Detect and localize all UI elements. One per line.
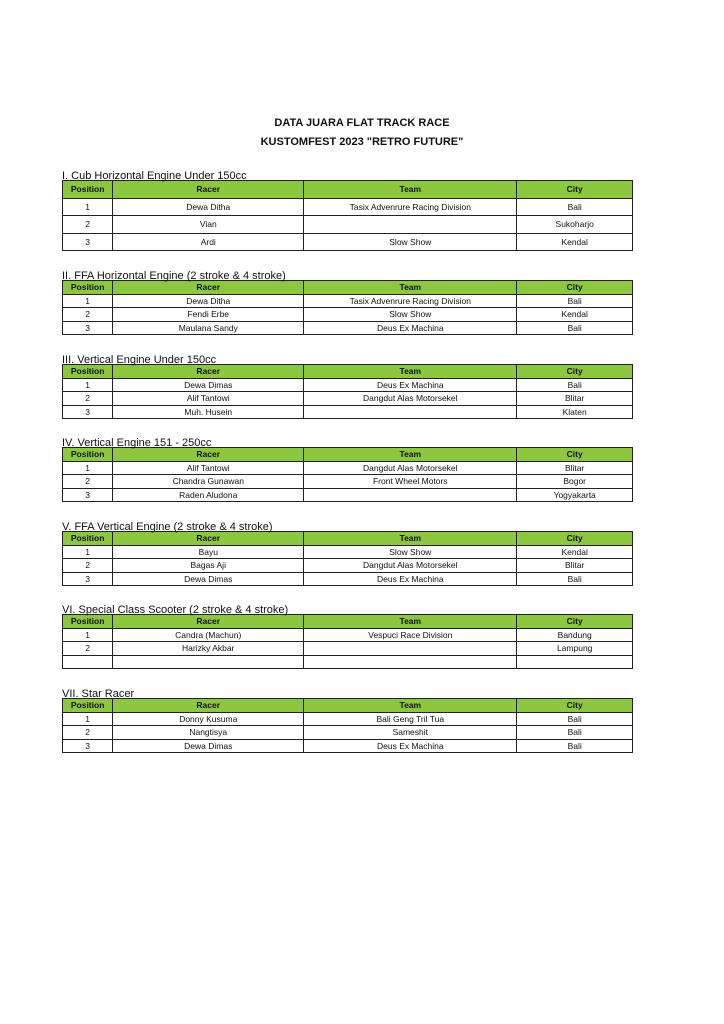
table-cell: Alif Tantowi bbox=[113, 392, 304, 406]
table-row bbox=[63, 642, 633, 656]
table-row bbox=[63, 216, 633, 234]
table-cell: 3 bbox=[63, 488, 113, 502]
column-header: Racer bbox=[113, 615, 304, 629]
table-cell: Harizky Akbar bbox=[113, 642, 304, 656]
table-row bbox=[63, 294, 633, 308]
section-title: II. FFA Horizontal Engine (2 stroke & 4 stroke) bbox=[62, 270, 286, 282]
table-cell: Bali Geng Tril Tua bbox=[304, 712, 517, 726]
table-cell: Bali bbox=[517, 198, 633, 216]
table-row bbox=[63, 545, 633, 559]
table-cell: Sameshit bbox=[304, 726, 517, 740]
table-cell: Bali bbox=[517, 378, 633, 392]
table-row bbox=[63, 475, 633, 489]
table-cell: Dewa Ditha bbox=[113, 198, 304, 216]
document-title: DATA JUARA FLAT TRACK RACE bbox=[274, 117, 450, 129]
table-row bbox=[63, 572, 633, 586]
table-cell: 3 bbox=[63, 739, 113, 753]
results-section bbox=[62, 521, 633, 586]
table-cell: Yogyakarta bbox=[517, 488, 633, 502]
table-cell: Bali bbox=[517, 321, 633, 335]
column-header: City bbox=[517, 532, 633, 546]
section-title: VII. Star Racer bbox=[62, 688, 135, 700]
table-cell: Donny Kusuma bbox=[113, 712, 304, 726]
table-cell: 2 bbox=[63, 475, 113, 489]
table-header-row bbox=[63, 532, 633, 546]
table-cell: Deus Ex Machina bbox=[304, 739, 517, 753]
table-cell bbox=[304, 405, 517, 419]
results-table bbox=[62, 364, 633, 419]
document-subtitle: KUSTOMFEST 2023 "RETRO FUTURE" bbox=[260, 136, 464, 148]
table-cell: 3 bbox=[63, 405, 113, 419]
table-cell: 1 bbox=[63, 294, 113, 308]
table-row bbox=[63, 378, 633, 392]
table-cell: Dewa Dimas bbox=[113, 378, 304, 392]
table-cell bbox=[304, 216, 517, 234]
table-cell: 2 bbox=[63, 559, 113, 573]
column-header: Racer bbox=[113, 448, 304, 462]
table-cell: Dangdut Alas Motorsekel bbox=[304, 392, 517, 406]
column-header: Position bbox=[63, 615, 113, 629]
column-header: Racer bbox=[113, 181, 304, 199]
table-cell bbox=[517, 655, 633, 669]
table-row bbox=[63, 559, 633, 573]
column-header: Team bbox=[304, 448, 517, 462]
section-title: V. FFA Vertical Engine (2 stroke & 4 stroke) bbox=[62, 521, 273, 533]
table-cell: Tasix Advenrure Racing Division bbox=[304, 198, 517, 216]
table-cell: Kendal bbox=[517, 545, 633, 559]
table-cell: Nangtisya bbox=[113, 726, 304, 740]
results-section bbox=[62, 604, 633, 669]
table-cell: Klaten bbox=[517, 405, 633, 419]
table-cell: Maulana Sandy bbox=[113, 321, 304, 335]
table-cell: Bali bbox=[517, 712, 633, 726]
table-cell: Blitar bbox=[517, 392, 633, 406]
table-cell: Ardi bbox=[113, 233, 304, 251]
table-cell: Lampung bbox=[517, 642, 633, 656]
table-row bbox=[63, 405, 633, 419]
results-table bbox=[62, 531, 633, 586]
table-cell: Kendal bbox=[517, 233, 633, 251]
column-header: City bbox=[517, 181, 633, 199]
table-header-row bbox=[63, 699, 633, 713]
table-header-row bbox=[63, 448, 633, 462]
table-cell: 3 bbox=[63, 233, 113, 251]
column-header: Team bbox=[304, 181, 517, 199]
section-title: IV. Vertical Engine 151 - 250cc bbox=[62, 437, 212, 449]
table-cell: Deus Ex Machina bbox=[304, 378, 517, 392]
table-row bbox=[63, 655, 633, 669]
results-table bbox=[62, 698, 633, 753]
table-cell: Bandung bbox=[517, 628, 633, 642]
table-cell: Deus Ex Machina bbox=[304, 572, 517, 586]
table-header-row bbox=[63, 181, 633, 199]
table-row bbox=[63, 308, 633, 322]
table-row bbox=[63, 628, 633, 642]
table-cell: 2 bbox=[63, 392, 113, 406]
column-header: Team bbox=[304, 365, 517, 379]
table-header-row bbox=[63, 365, 633, 379]
table-row bbox=[63, 392, 633, 406]
results-section bbox=[62, 437, 633, 502]
table-cell: Raden Aludona bbox=[113, 488, 304, 502]
table-cell: Dewa Ditha bbox=[113, 294, 304, 308]
table-row bbox=[63, 321, 633, 335]
results-section bbox=[62, 354, 633, 419]
table-header-row bbox=[63, 615, 633, 629]
table-row bbox=[63, 198, 633, 216]
table-cell: 1 bbox=[63, 712, 113, 726]
column-header: City bbox=[517, 281, 633, 295]
table-cell: Kendal bbox=[517, 308, 633, 322]
table-cell: Deus Ex Machina bbox=[304, 321, 517, 335]
results-table bbox=[62, 180, 633, 251]
table-cell: Bali bbox=[517, 294, 633, 308]
column-header: Position bbox=[63, 365, 113, 379]
table-cell: 1 bbox=[63, 545, 113, 559]
column-header: Position bbox=[63, 532, 113, 546]
table-cell: Blitar bbox=[517, 461, 633, 475]
section-title: III. Vertical Engine Under 150cc bbox=[62, 354, 217, 366]
table-cell: Candra (Machun) bbox=[113, 628, 304, 642]
results-table bbox=[62, 447, 633, 502]
column-header: Position bbox=[63, 448, 113, 462]
table-cell: Fendi Erbe bbox=[113, 308, 304, 322]
table-cell: Dangdut Alas Motorsekel bbox=[304, 461, 517, 475]
table-row bbox=[63, 488, 633, 502]
table-cell: Dewa Dimas bbox=[113, 739, 304, 753]
table-cell: 1 bbox=[63, 461, 113, 475]
section-title: VI. Special Class Scooter (2 stroke & 4 stroke) bbox=[62, 604, 289, 616]
column-header: Racer bbox=[113, 365, 304, 379]
table-cell: Alif Tantowi bbox=[113, 461, 304, 475]
column-header: Team bbox=[304, 281, 517, 295]
column-header: Team bbox=[304, 615, 517, 629]
table-cell: Slow Show bbox=[304, 233, 517, 251]
table-cell: 3 bbox=[63, 572, 113, 586]
table-cell: Sukoharjo bbox=[517, 216, 633, 234]
column-header: City bbox=[517, 699, 633, 713]
table-cell: 1 bbox=[63, 378, 113, 392]
results-section bbox=[62, 270, 633, 335]
table-cell bbox=[63, 655, 113, 669]
table-cell bbox=[304, 655, 517, 669]
table-cell: Bogor bbox=[517, 475, 633, 489]
table-cell: Chandra Gunawan bbox=[113, 475, 304, 489]
table-cell: Bagas Aji bbox=[113, 559, 304, 573]
column-header: City bbox=[517, 615, 633, 629]
results-table bbox=[62, 614, 633, 669]
column-header: Position bbox=[63, 181, 113, 199]
results-section bbox=[62, 170, 633, 251]
table-cell bbox=[304, 642, 517, 656]
table-row bbox=[63, 739, 633, 753]
table-cell: Bali bbox=[517, 572, 633, 586]
table-cell: 2 bbox=[63, 642, 113, 656]
column-header: Racer bbox=[113, 699, 304, 713]
table-row bbox=[63, 712, 633, 726]
table-cell: Blitar bbox=[517, 559, 633, 573]
table-cell: Bali bbox=[517, 739, 633, 753]
table-cell: Slow Show bbox=[304, 308, 517, 322]
table-cell: Vian bbox=[113, 216, 304, 234]
table-cell: 1 bbox=[63, 628, 113, 642]
table-header-row bbox=[63, 281, 633, 295]
table-cell: Bayu bbox=[113, 545, 304, 559]
table-cell: Muh. Husein bbox=[113, 405, 304, 419]
column-header: Team bbox=[304, 699, 517, 713]
table-cell: Tasix Advenrure Racing Division bbox=[304, 294, 517, 308]
table-cell: 3 bbox=[63, 321, 113, 335]
table-cell bbox=[113, 655, 304, 669]
table-row bbox=[63, 726, 633, 740]
results-section bbox=[62, 688, 633, 753]
table-cell: Slow Show bbox=[304, 545, 517, 559]
table-row bbox=[63, 461, 633, 475]
table-cell bbox=[304, 488, 517, 502]
table-cell: 1 bbox=[63, 198, 113, 216]
column-header: Position bbox=[63, 699, 113, 713]
column-header: Racer bbox=[113, 532, 304, 546]
table-cell: Dewa Dimas bbox=[113, 572, 304, 586]
table-row bbox=[63, 233, 633, 251]
column-header: Team bbox=[304, 532, 517, 546]
table-cell: 2 bbox=[63, 216, 113, 234]
table-cell: 2 bbox=[63, 308, 113, 322]
section-title: I. Cub Horizontal Engine Under 150cc bbox=[62, 170, 247, 182]
table-cell: Vespuci Race Division bbox=[304, 628, 517, 642]
column-header: City bbox=[517, 365, 633, 379]
table-cell: Dangdut Alas Motorsekel bbox=[304, 559, 517, 573]
table-cell: 2 bbox=[63, 726, 113, 740]
table-cell: Front Wheel Motors bbox=[304, 475, 517, 489]
column-header: City bbox=[517, 448, 633, 462]
column-header: Racer bbox=[113, 281, 304, 295]
results-table bbox=[62, 280, 633, 335]
table-cell: Bali bbox=[517, 726, 633, 740]
column-header: Position bbox=[63, 281, 113, 295]
